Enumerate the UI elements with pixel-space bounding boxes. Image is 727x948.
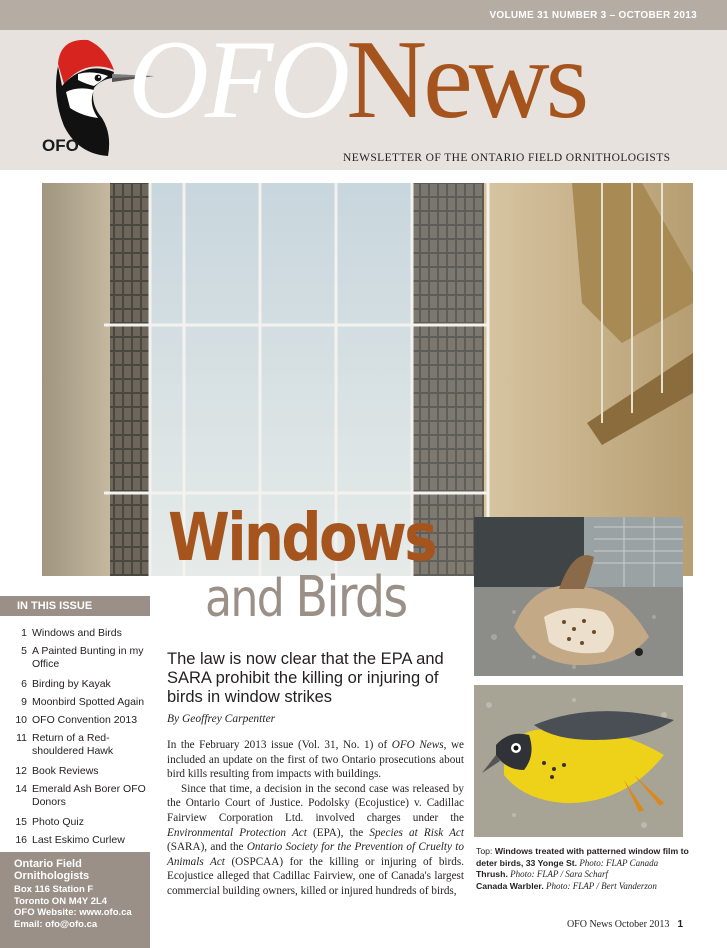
headline-windows: Windows (168, 499, 436, 576)
table-of-contents: 1 Windows and Birds 5 A Painted Bunting in my Office 6 Birding by Kayak 9 Moonbird Spotted Again 10 OFO Convention 2013 11 Return of a Red-shouldered Hawk 12 Book Reviews 14 Emerald Ash Borer OFO Donors 15 Photo Quiz 16 Last Eskimo Curlew (0, 619, 150, 847)
article-body (167, 738, 464, 899)
headline-and-birds (205, 565, 407, 630)
contact-email[interactable]: Email: ofo@ofo.ca (14, 918, 98, 930)
contact-website[interactable]: OFO Website: www.ofo.ca (14, 907, 132, 918)
headline-birds: Birds (295, 565, 407, 630)
newsletter-logo (128, 18, 586, 142)
page-footer (567, 919, 683, 930)
paragraph-1: In the February 2013 issue (Vol. 31, No. 1) of OFO News, we included an update on the first of two Ontario prosecutions about bird kills resulting from impacts with buildings. (167, 739, 464, 781)
caption-warbler: Canada Warbler. Photo: FLAP / Bert Vanderzon (476, 880, 657, 891)
contact-org: Ontario Field Ornithologists (14, 858, 90, 882)
caption-thrush: Thrush. Photo: FLAP / Sara Scharf (476, 869, 608, 879)
caption-top: Top: Windows treated with patterned window film to deter birds, 33 Yonge St. Photo: FLAP Canada (476, 846, 689, 868)
article-byline: By Geoffrey Carpentter (167, 713, 276, 725)
warbler-image (474, 685, 683, 837)
contact-address-2: Toronto ON M4Y 2L4 (14, 895, 108, 907)
tagline: NEWSLETTER OF THE ONTARIO FIELD ORNITHOLOGISTS (343, 152, 671, 164)
sidebar-header (0, 596, 150, 616)
page-number: 1 (677, 919, 683, 930)
in-this-issue-sidebar (0, 596, 150, 948)
thrush-photo (474, 517, 683, 676)
footer-label: OFO News October 2013 (566, 919, 670, 930)
headline-and: and (205, 569, 296, 629)
masthead (0, 18, 727, 170)
sidebar-title: IN THIS ISSUE (17, 600, 93, 612)
issue-info: VOLUME 31 NUMBER 3 – OCTOBER 2013 (489, 10, 697, 21)
logo-ofo-text: OFO (128, 18, 347, 142)
contact-address-1: Box 116 Station F (14, 884, 94, 895)
canada-warbler-photo (474, 685, 683, 837)
thrush-image (474, 517, 683, 676)
photo-captions (476, 846, 696, 892)
logo-small-label: OFO (42, 136, 79, 155)
logo-news-text: News (346, 18, 586, 142)
paragraph-2: Since that time, a decision in the second case was released by the Ontario Court of Justice. Podolsky (Ecojustice) v. Cadillac Fairview Corporation Ltd. involved charges under the Environmental Protection Act (EPA), the Species at Risk Act (SARA), and the Ontario Society for the Prevention of Cruelty to Animals Act (OSPCAA) for the killing or injuring of birds. Ecojustice alleged that Cadillac Fairview, one of Canada's largest commercial building owners, killed or injured hundreds of birds, (167, 782, 465, 897)
article-deck: The law is now clear that the EPA and SARA prohibit the killing or injuring of birds in window strikes (167, 650, 444, 706)
contact-box (0, 852, 150, 948)
